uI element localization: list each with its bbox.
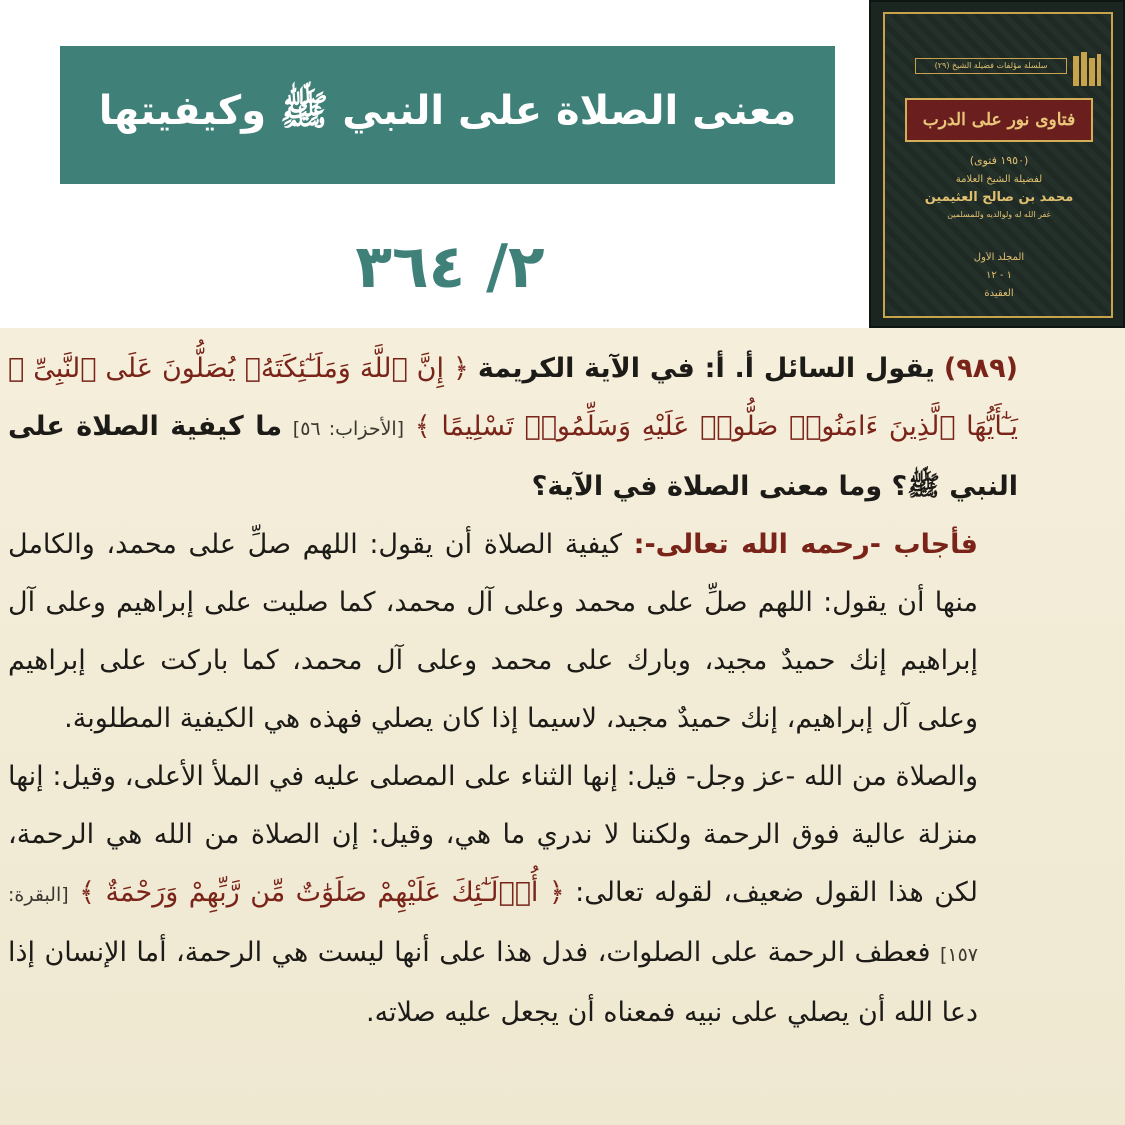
volume-page-reference: ٢/ ٣٦٤ <box>355 232 545 302</box>
quran-verse-ahzab: إِنَّ ٱللَّهَ وَمَلَـٰٓئِكَتَهُۥ يُصَلُّونَ عَلَى ٱلنَّبِىِّ ۚ يَـٰٓأَيُّهَا ٱلَّذِينَ ءَامَنُوا۟ صَلُّوا۟ عَلَيْهِ وَسَلِّمُوا۟ تَسْلِيمًا <box>8 353 1019 442</box>
page-text <box>8 340 1018 1042</box>
book-author-note: غفر الله له ولوالديه وللمسلمين <box>947 210 1051 219</box>
book-author-intro: لفضيلة الشيخ العلامة <box>955 174 1043 185</box>
books-logo-icon <box>1071 50 1103 90</box>
answer-paragraph-2 <box>8 748 1018 1042</box>
title-banner <box>60 46 835 184</box>
answer-text-2b: فعطف الرحمة على الصلوات، فدل هذا على أنها ليست هي الرحمة، أما الإنسان إذا دعا الله أن يصلي على نبيه فمعناه أن يجعل عليه صلاته. <box>8 937 978 1028</box>
book-range: ١ - ١٢ <box>985 270 1013 281</box>
page-title: معنى الصلاة على النبي ﷺ وكيفيتها <box>98 88 797 134</box>
book-subject: العقيدة <box>984 288 1014 299</box>
question-number: (٩٨٩) <box>943 353 1018 384</box>
book-fatwa-count: (١٩٥٠ فتوى) <box>969 154 1029 167</box>
quran-verse-baqarah: أُو۟لَـٰٓئِكَ عَلَيْهِمْ صَلَوَٰتٌ مِّن رَّبِّهِمْ وَرَحْمَةٌ <box>105 877 539 908</box>
verse-citation-ahzab: [الأحزاب: ٥٦] <box>292 418 405 440</box>
question-intro: يقول السائل أ. أ: في الآية الكريمة <box>477 353 935 384</box>
question-paragraph <box>8 340 1018 516</box>
answer-paragraph-1 <box>8 516 1018 748</box>
verse-open-bracket: ﴿ <box>453 353 469 384</box>
book-cover <box>869 0 1125 328</box>
book-page <box>0 328 1125 1125</box>
book-title: فتاوى نور على الدرب <box>905 98 1093 142</box>
answer-text-1: كيفية الصلاة أن يقول: اللهم صلِّ على محمد، والكامل منها أن يقول: اللهم صلِّ على محمد وعلى آل محمد، كما صليت على إبراهيم وعلى آل إبراهيم إنك حميدٌ مجيد، وبارك على محمد وعلى آل محمد، كما باركت على إبراهيم وعلى آل إبراهيم، إنك حميدٌ مجيد، لاسيما إذا كان يصلي فهذه هي الكيفية المطلوبة. <box>8 529 978 734</box>
question-text: ما كيفية الصلاة على النبي ﷺ؟ وما معنى الصلاة في الآية؟ <box>8 411 1018 502</box>
book-author: محمد بن صالح العثيمين <box>924 190 1074 205</box>
answer-text-2a: والصلاة من الله -عز وجل- قيل: إنها الثناء على المصلى عليه في الملأ الأعلى، وقيل: إنها منزلة عالية فوق الرحمة ولكننا لا ندري ما هي، وقيل: إن الصلاة من الله هي الرحمة، لكن هذا القول ضعيف، لقوله تعالى: <box>8 761 978 908</box>
verse2-open-bracket: ﴿ <box>548 877 565 908</box>
verse2-close-bracket: ﴾ <box>79 877 95 908</box>
verse-close-bracket: ﴾ <box>414 411 431 442</box>
answer-lead: فأجاب -رحمه الله تعالى-: <box>633 529 978 560</box>
book-series-label: سلسلة مؤلفات فضيلة الشيخ (٢٩) <box>915 58 1067 74</box>
book-cover-frame <box>883 12 1113 318</box>
book-volume: المجلد الأول <box>973 252 1025 263</box>
verse-citation-baqarah: [البقرة: ١٥٧] <box>8 884 978 966</box>
